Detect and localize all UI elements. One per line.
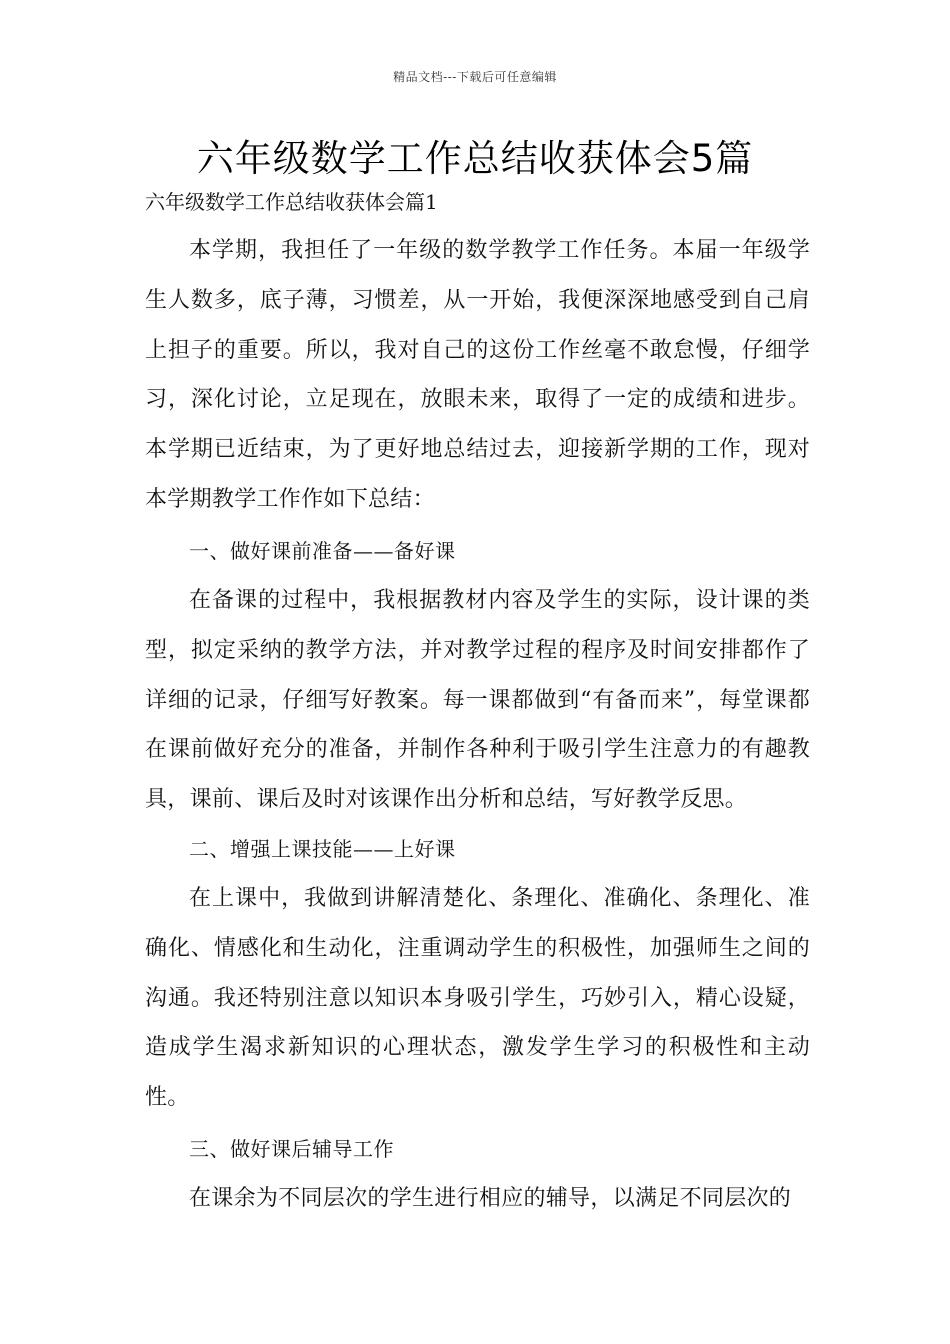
header-note: 精品文档---下载后可任意编辑: [393, 70, 557, 84]
heading-after-class-tutoring: 三、做好课后辅导工作: [189, 1137, 394, 1161]
paragraph-after-class-tutoring: 在课余为不同层次的学生进行相应的辅导，以满足不同层次的: [189, 1186, 792, 1211]
paragraph-intro: 本学期，我担任了一年级的数学教学工作任务。本届一年级学生人数多，底子薄，习惯差，从一开始，我便深深地感受到自己肩上担子的重要。所以，我对自己的这份工作丝毫不敢怠慢，仔细学习，深化讨论，立足现在，放眼未来，取得了一定的成绩和进步。本学期已近结束，为了更好地总结过去，迎接新学期的工作，现对本学期教学工作作如下总结：: [145, 238, 810, 512]
heading-teaching-skills: 二、增强上课技能——上好课: [189, 837, 456, 861]
paragraph-teaching-skills: 在上课中，我做到讲解清楚化、条理化、准确化、条理化、准确化、情感化和生动化，注重调动学生的积极性，加强师生之间的沟通。我还特别注意以知识本身吸引学生，巧妙引入，精心设疑，造成学生渴求新知识的心理状态，激发学生学习的积极性和主动性。: [145, 886, 810, 1111]
heading-lesson-prep: 一、做好课前准备——备好课: [189, 539, 456, 563]
document-title: 六年级数学工作总结收获体会5篇: [196, 137, 754, 180]
section-title: 六年级数学工作总结收获体会篇1: [145, 190, 438, 214]
paragraph-lesson-prep: 在备课的过程中，我根据教材内容及学生的实际，设计课的类型，拟定采纳的教学方法，并对教学过程的程序及时间安排都作了详细的记录，仔细写好教案。每一课都做到“有备而来”，每堂课都在课前做好充分的准备，并制作各种利于吸引学生注意力的有趣教具，课前、课后及时对该课作出分析和总结，写好教学反思。: [145, 588, 810, 813]
